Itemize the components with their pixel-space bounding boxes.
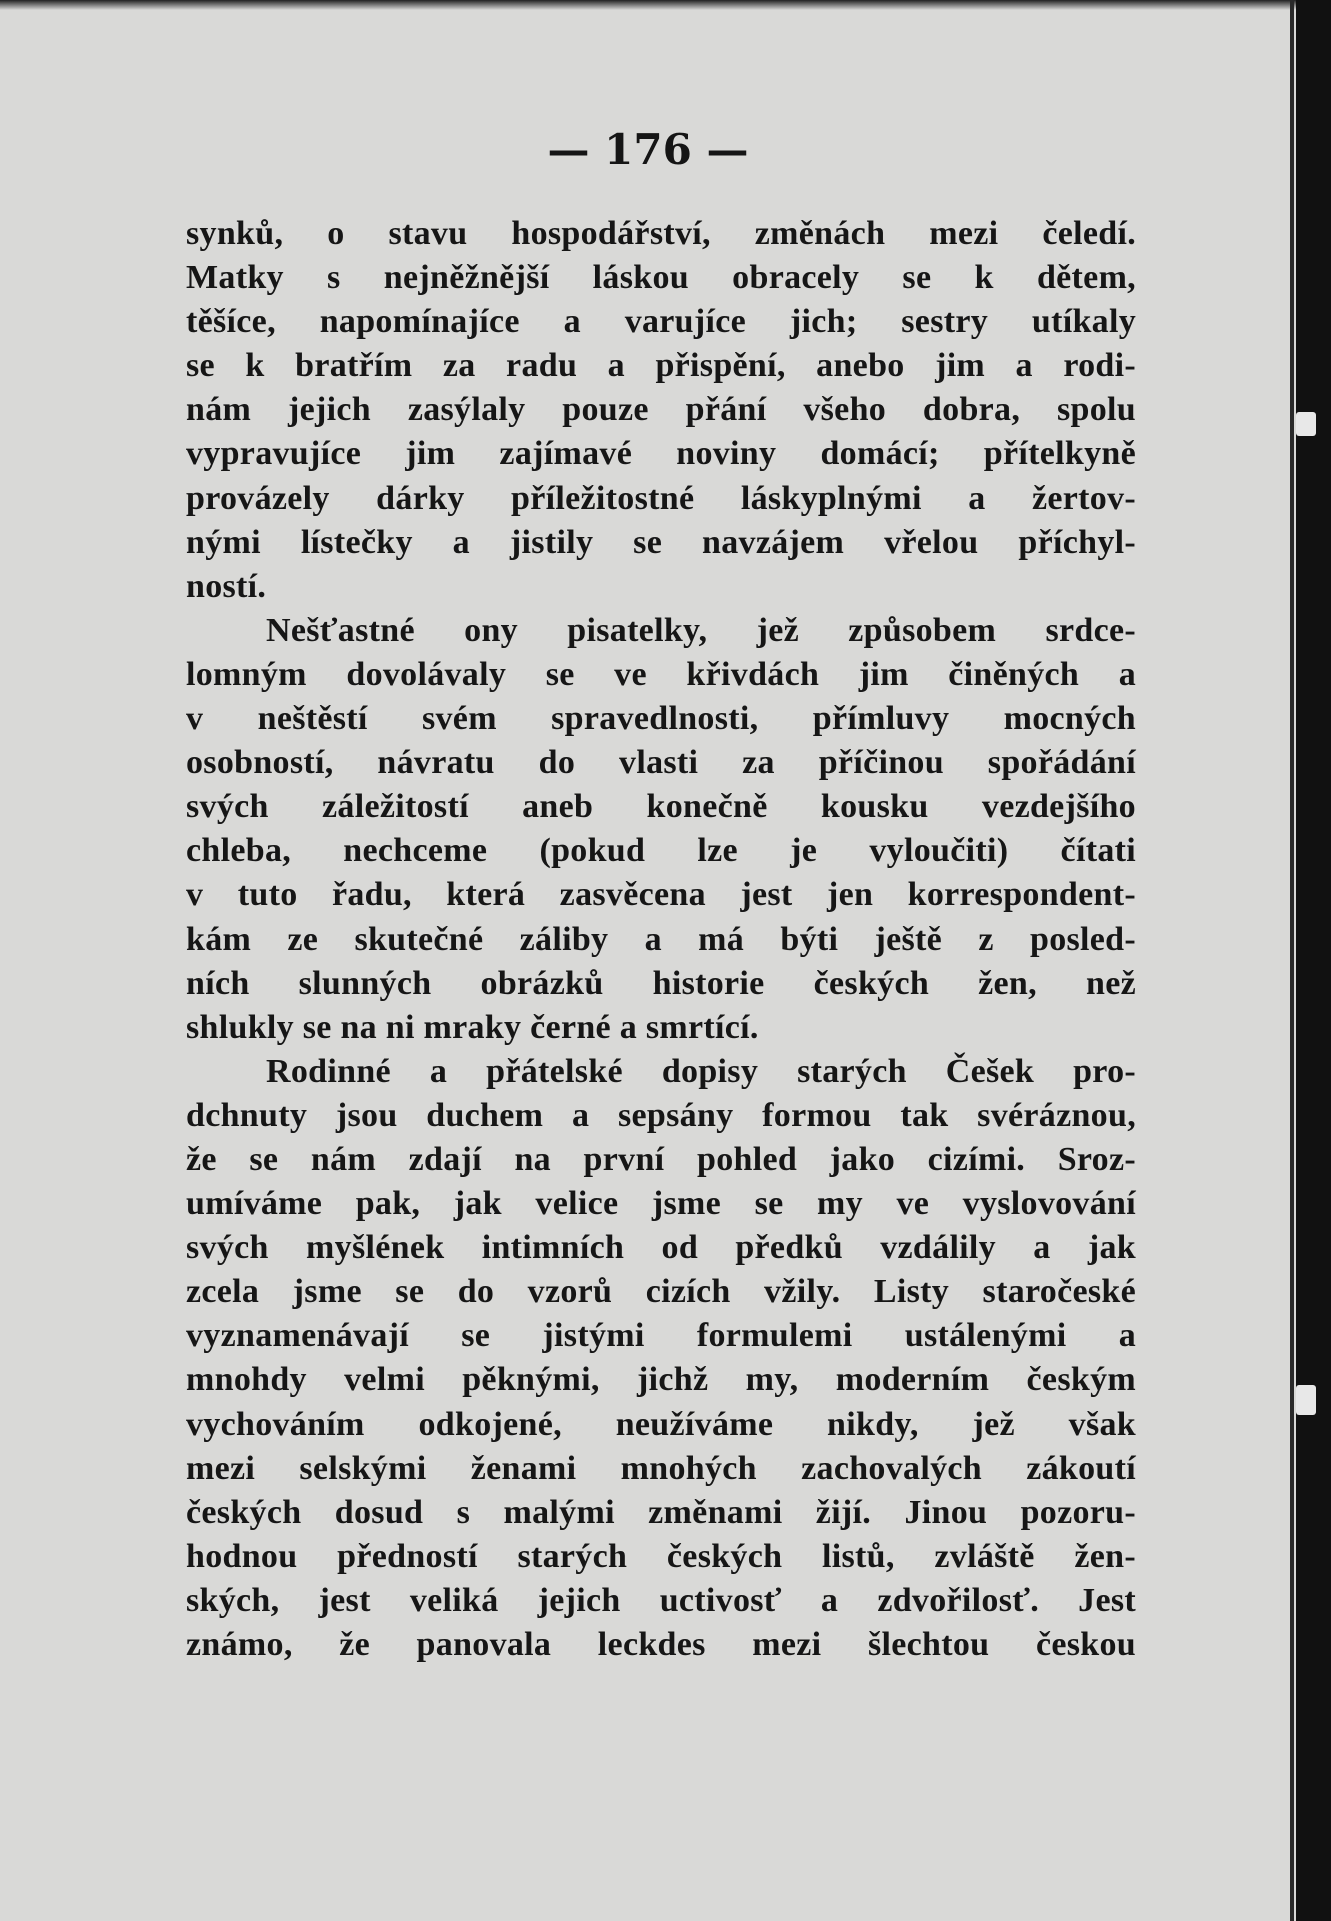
text-line: vypravujíce jim zajímavé noviny domácí; přítelkyně [186,435,1136,473]
body-text [186,212,1136,1667]
text-line: synků, o stavu hospodářství, změnách mezi čeledí. [186,215,1136,252]
text-line: kám ze skutečné záliby a má býti ještě z posled- [186,920,1136,958]
text-line: nám jejich zasýlaly pouze přání všeho dobra, spolu [186,391,1136,429]
text-line: českých dosud s malými změnami žijí. Jinou pozoru- [186,1493,1136,1531]
text-line: ních slunných obrázků historie českých žen, než [186,964,1136,1002]
text-line: dchnuty jsou duchem a sepsány formou tak svéráznou, [186,1096,1136,1134]
text-line: ských, jest veliká jejich uctivosť a zdvořilosť. Jest [186,1581,1136,1619]
text-line: že se nám zdají na první pohled jako cizími. Sroz- [186,1140,1136,1178]
page-edge-line [1290,0,1294,1921]
text-line: zcela jsme se do vzorů cizích vžily. Listy staročeské [186,1273,1136,1311]
text-line: provázely dárky příležitostné láskyplnými a žertov- [186,479,1136,517]
text-line: vyznamenávají se jistými formulemi ustálenými a [186,1317,1136,1355]
ink-mark [1296,412,1316,436]
text-line: v tuto řadu, která zasvěcena jest jen korrespondent- [186,876,1136,914]
scan-border [1296,0,1331,1921]
text-line: mnohdy velmi pěknými, jichž my, moderním českým [186,1361,1136,1399]
ink-mark [1296,1385,1316,1415]
text-line: chleba, nechceme (pokud lze je vyloučiti) čítati [186,832,1136,870]
text-line: nými lístečky a jistily se navzájem vřelou příchyl- [186,523,1136,561]
text-line: Nešťastné ony pisatelky, jež způsobem srdce- [266,611,1136,649]
page-number: — 176 — [547,125,749,174]
text-line: osobností, návratu do vlasti za příčinou spořádání [186,744,1136,782]
text-line: se k bratřím za radu a přispění, anebo jim a rodi- [186,347,1136,385]
text-line: hodnou předností starých českých listů, zvláště žen- [186,1537,1136,1575]
text-line: Rodinné a přátelské dopisy starých Češek pro- [266,1052,1136,1090]
text-line: svých myšlének intimních od předků vzdálily a jak [186,1229,1136,1267]
text-line: v neštěstí svém spravedlnosti, přímluvy mocných [186,700,1136,738]
top-edge-shadow [0,0,1331,10]
text-line: známo, že panovala leckdes mezi šlechtou českou [186,1626,1136,1663]
text-line: umíváme pak, jak velice jsme se my ve vyslovování [186,1185,1136,1223]
text-line: svých záležitostí aneb konečně kousku vezdejšího [186,788,1136,826]
text-line: mezi selskými ženami mnohých zachovalých zákoutí [186,1449,1136,1487]
text-line: shlukly se na ni mraky černé a smrtící. [186,1008,759,1046]
text-line: lomným dovolávaly se ve křivdách jim činěných a [186,655,1136,693]
text-line: vychováním odkojené, neužíváme nikdy, jež však [186,1405,1136,1443]
text-line: ností. [186,567,267,605]
text-line: těšíce, napomínajíce a varujíce jich; sestry utíkaly [186,303,1136,341]
text-line: Matky s nejněžnější láskou obracely se k dětem, [186,259,1136,297]
